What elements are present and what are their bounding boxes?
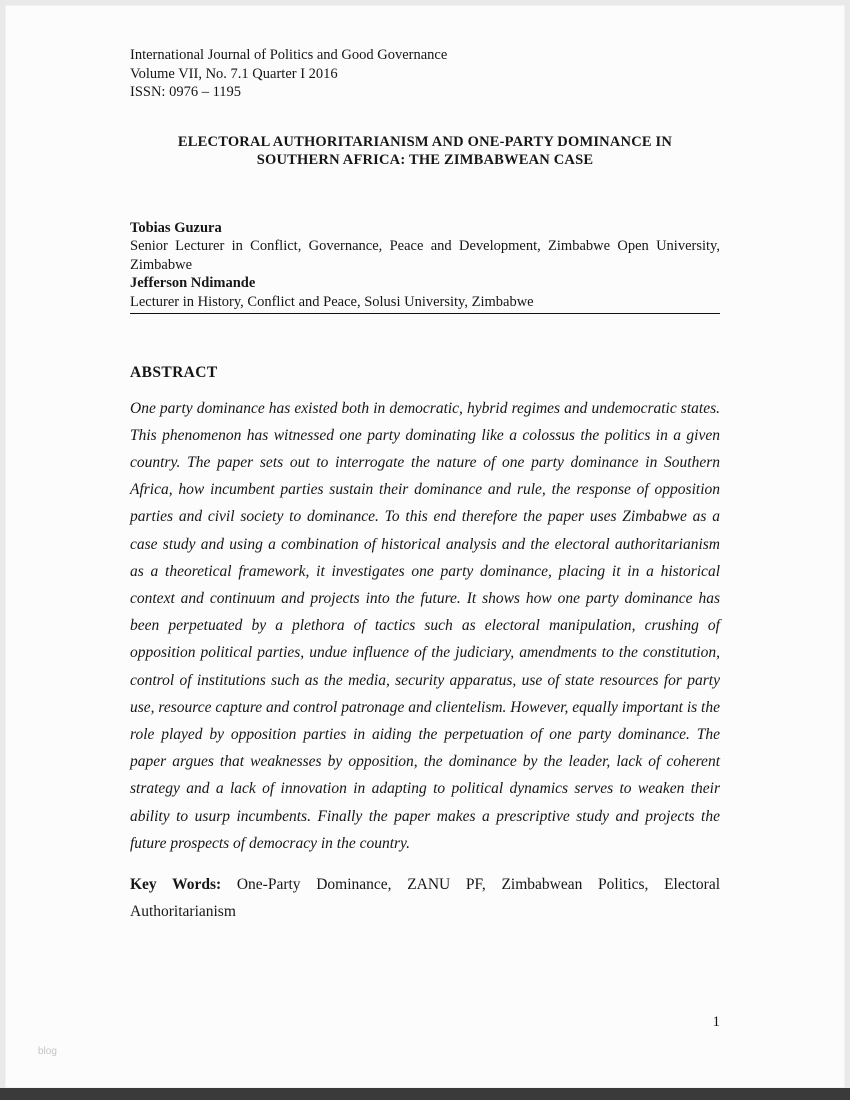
keywords-text: One-Party Dominance, ZANU PF, Zimbabwean Politics, Electoral Authoritarianism bbox=[130, 875, 721, 921]
journal-name: International Journal of Politics and Good Governance bbox=[130, 47, 448, 63]
author-2-name: Jefferson Ndimande bbox=[130, 275, 256, 291]
paper-page bbox=[5, 5, 845, 1088]
keywords-label: Key Words: bbox=[130, 875, 222, 893]
journal-volume: Volume VII, No. 7.1 Quarter I 2016 bbox=[130, 65, 338, 82]
abstract-body: One party dominance has existed both in democratic, hybrid regimes and undemocratic states. This phenomenon has witnessed one party dominating like a colossus the politics in a given country. The paper sets out to interrogate the nature of one party dominance in Southern Africa, how incumbent parties sustain their dominance and rule, the response of opposition parties and civil society to dominance. To this end therefore the paper uses Zimbabwe as a case study and using a combination of historical analysis and the electoral authoritarianism as a theoretical framework, it investigates one party dominance, placing it in a historical context and continuum and projects into the future. It shows how one party dominance has been perpetuated by a plethora of tactics such as electoral manipulation, crushing of opposition political parties, undue influence of the judiciary, amendments to the constitution, control of institutions such as the media, security apparatus, use of state resources for party use, resource capture and control patronage and clientelism. However, equally important is the role played by opposition parties in aiding the perpetuation of one party dominance. The paper argues that weaknesses by opposition, the dominance by the leader, lack of coherent strategy and a lack of innovation in adapting to political dynamics serves to weaken their ability to usurp incumbents. Finally the paper makes a prescriptive study and projects the future prospects of democracy in the country. bbox=[130, 399, 720, 852]
paper-title-line-1: ELECTORAL AUTHORITARIANISM AND ONE-PARTY DOMINANCE IN bbox=[177, 133, 673, 150]
bottom-bar bbox=[0, 1088, 850, 1100]
watermark-text: blog bbox=[38, 1046, 57, 1057]
author-1-name: Tobias Guzura bbox=[130, 219, 222, 236]
author-2-affiliation: Lecturer in History, Conflict and Peace, Solusi University, Zimbabwe bbox=[130, 293, 534, 310]
page-number: 1 bbox=[712, 1014, 720, 1030]
author-divider-rule bbox=[130, 313, 720, 314]
page-content bbox=[130, 5, 720, 925]
paper-title bbox=[130, 133, 720, 169]
keywords-paragraph bbox=[130, 871, 720, 925]
journal-header bbox=[130, 5, 720, 102]
authors-block bbox=[130, 219, 720, 315]
abstract-heading: ABSTRACT bbox=[130, 364, 218, 381]
paper-title-line-2: SOUTHERN AFRICA: THE ZIMBABWEAN CASE bbox=[256, 151, 594, 168]
author-1-affiliation: Senior Lecturer in Conflict, Governance, Peace and Development, Zimbabwe Open University, Zimbabwe bbox=[130, 238, 720, 273]
journal-issn: ISSN: 0976 – 1195 bbox=[130, 84, 242, 100]
